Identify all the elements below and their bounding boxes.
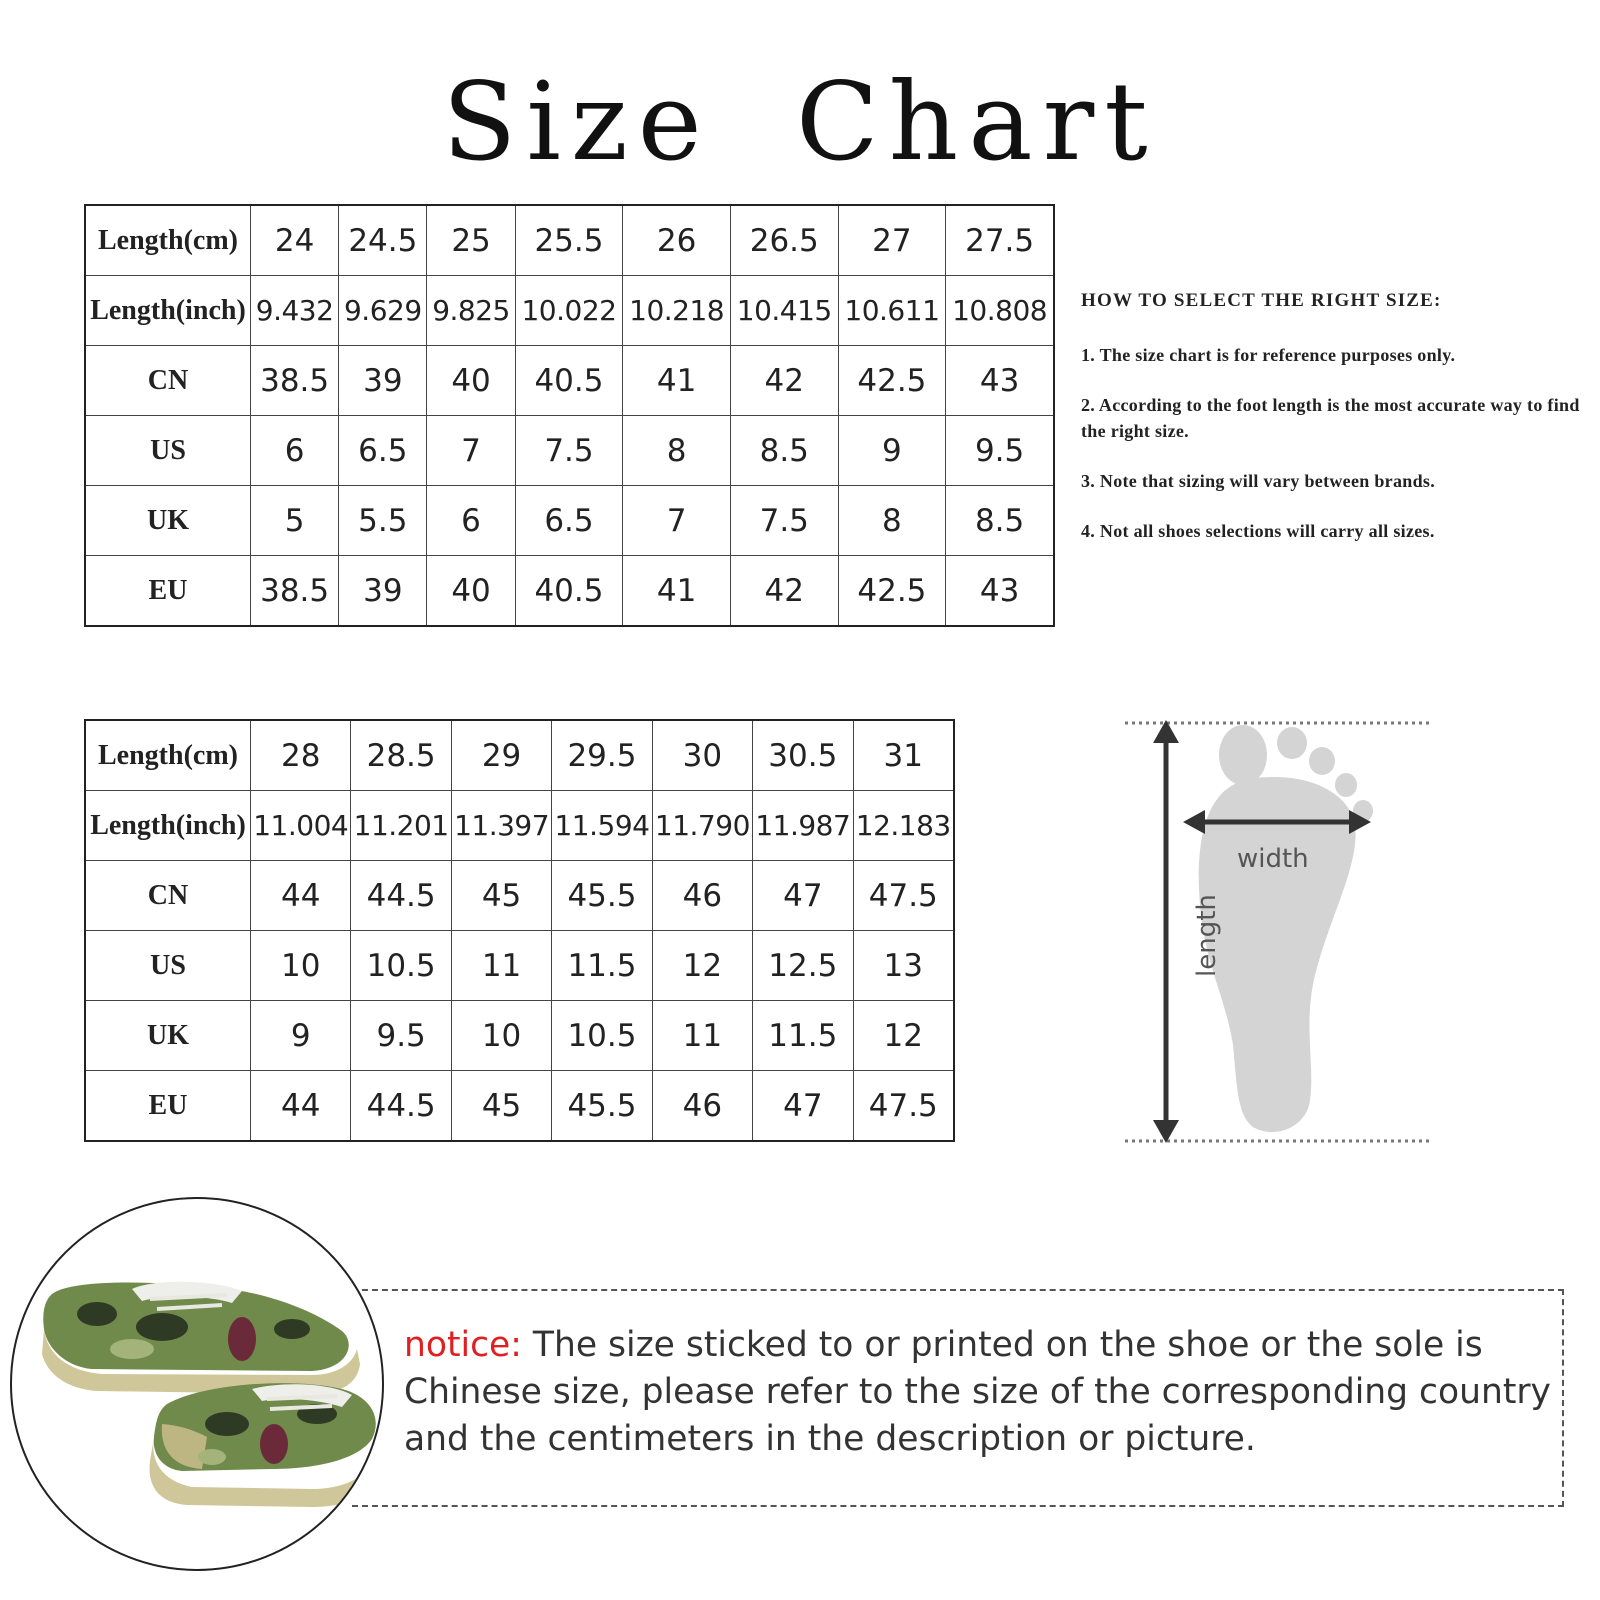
size-cell: 31: [853, 720, 954, 791]
size-cell: 45.5: [552, 1071, 652, 1142]
size-cell: 7.5: [730, 486, 838, 556]
size-cell: 40.5: [515, 346, 623, 416]
size-cell: 25.5: [515, 205, 623, 276]
size-cell: 38.5: [251, 556, 339, 627]
size-cell: 27: [838, 205, 946, 276]
size-cell: 7.5: [515, 416, 623, 486]
size-cell: 25: [427, 205, 515, 276]
row-header: CN: [85, 346, 251, 416]
footprint-icon: [1199, 725, 1373, 1132]
size-cell: 42.5: [838, 556, 946, 627]
size-cell: 10.415: [730, 276, 838, 346]
shoe-upper-left: [42, 1282, 360, 1394]
length-label: length: [1192, 894, 1222, 977]
size-row-uk: [85, 486, 1054, 556]
row-header: EU: [85, 556, 251, 627]
size-row-length-cm: [85, 720, 954, 791]
size-cell: 28: [251, 720, 351, 791]
size-cell: 10.218: [623, 276, 731, 346]
row-header: Length(inch): [85, 276, 251, 346]
size-cell: 46: [652, 861, 752, 931]
size-cell: 47: [753, 861, 853, 931]
row-header: Length(cm): [85, 720, 251, 791]
size-cell: 9.825: [427, 276, 515, 346]
size-cell: 44.5: [351, 861, 451, 931]
size-cell: 8: [623, 416, 731, 486]
width-label: width: [1237, 844, 1309, 874]
how-to-item-1: 1. The size chart is for reference purposes only.: [1081, 345, 1456, 365]
size-cell: 45.5: [552, 861, 652, 931]
size-row-length-inch: [85, 276, 1054, 346]
size-cell: 29.5: [552, 720, 652, 791]
size-cell: 43: [946, 556, 1054, 627]
size-cell: 11.004: [251, 791, 351, 861]
size-cell: 6.5: [515, 486, 623, 556]
size-cell: 42: [730, 346, 838, 416]
size-cell: 11.790: [652, 791, 752, 861]
size-cell: 40: [427, 556, 515, 627]
size-cell: 41: [623, 556, 731, 627]
size-cell: 10.5: [351, 931, 451, 1001]
size-cell: 7: [427, 416, 515, 486]
size-cell: 5.5: [339, 486, 427, 556]
size-cell: 13: [853, 931, 954, 1001]
page-title: Size Chart: [442, 60, 1158, 185]
shoe-lower-right: [149, 1383, 380, 1507]
size-cell: 26: [623, 205, 731, 276]
size-row-cn: [85, 861, 954, 931]
size-cell: 9: [838, 416, 946, 486]
camo-shoe-image: [12, 1199, 382, 1569]
row-header: UK: [85, 1001, 251, 1071]
notice-label: notice:: [404, 1325, 522, 1365]
size-cell: 11.987: [753, 791, 853, 861]
row-header: EU: [85, 1071, 251, 1142]
size-cell: 26.5: [730, 205, 838, 276]
size-cell: 10.5: [552, 1001, 652, 1071]
size-cell: 46: [652, 1071, 752, 1142]
size-cell: 30: [652, 720, 752, 791]
size-cell: 47: [753, 1071, 853, 1142]
size-cell: 42: [730, 556, 838, 627]
size-cell: 44.5: [351, 1071, 451, 1142]
how-to-item-3: 3. Note that sizing will vary between brands.: [1081, 471, 1435, 491]
size-cell: 24: [251, 205, 339, 276]
size-cell: 27.5: [946, 205, 1054, 276]
size-cell: 47.5: [853, 861, 954, 931]
size-cell: 30.5: [753, 720, 853, 791]
size-row-eu: [85, 1071, 954, 1142]
size-cell: 44: [251, 1071, 351, 1142]
size-cell: 11.5: [753, 1001, 853, 1071]
size-row-uk: [85, 1001, 954, 1071]
size-cell: 10.022: [515, 276, 623, 346]
size-cell: 8: [838, 486, 946, 556]
size-cell: 47.5: [853, 1071, 954, 1142]
size-cell: 42.5: [838, 346, 946, 416]
size-cell: 9.5: [946, 416, 1054, 486]
how-to-heading: HOW TO SELECT THE RIGHT SIZE:: [1081, 290, 1442, 311]
size-row-cn: [85, 346, 1054, 416]
how-to-item-2: 2. According to the foot length is the most accurate way to find the right size.: [1081, 395, 1580, 441]
row-header: Length(inch): [85, 791, 251, 861]
size-row-length-inch: [85, 791, 954, 861]
size-cell: 39: [339, 556, 427, 627]
size-cell: 9.432: [251, 276, 339, 346]
size-cell: 40: [427, 346, 515, 416]
size-cell: 11.201: [351, 791, 451, 861]
size-cell: 12.183: [853, 791, 954, 861]
size-table-1: [84, 204, 1055, 627]
row-header: US: [85, 931, 251, 1001]
size-cell: 8.5: [946, 486, 1054, 556]
size-cell: 24.5: [339, 205, 427, 276]
size-cell: 11.5: [552, 931, 652, 1001]
size-row-us: [85, 416, 1054, 486]
size-cell: 45: [451, 1071, 551, 1142]
size-cell: 7: [623, 486, 731, 556]
size-table-2: [84, 719, 955, 1142]
size-cell: 43: [946, 346, 1054, 416]
size-cell: 45: [451, 861, 551, 931]
size-cell: 41: [623, 346, 731, 416]
shoe-photo-circle: [10, 1197, 384, 1571]
size-cell: 6: [427, 486, 515, 556]
size-cell: 44: [251, 861, 351, 931]
size-cell: 9: [251, 1001, 351, 1071]
size-cell: 9.629: [339, 276, 427, 346]
size-cell: 29: [451, 720, 551, 791]
length-arrow-icon: [1153, 720, 1179, 1143]
how-to-item-4: 4. Not all shoes selections will carry all sizes.: [1081, 521, 1435, 541]
size-cell: 12: [652, 931, 752, 1001]
size-cell: 38.5: [251, 346, 339, 416]
size-cell: 11: [652, 1001, 752, 1071]
row-header: UK: [85, 486, 251, 556]
size-row-us: [85, 931, 954, 1001]
size-cell: 6.5: [339, 416, 427, 486]
size-cell: 11.397: [451, 791, 551, 861]
size-cell: 6: [251, 416, 339, 486]
size-cell: 12.5: [753, 931, 853, 1001]
size-row-eu: [85, 556, 1054, 627]
size-cell: 10.611: [838, 276, 946, 346]
size-cell: 8.5: [730, 416, 838, 486]
how-to-select-section: [1081, 290, 1586, 568]
row-header: CN: [85, 861, 251, 931]
notice-body: The size sticked to or printed on the shoe or the sole is Chinese size, please refer to the size of the corresponding country and the centimeters in the description or picture.: [404, 1325, 1551, 1459]
row-header: US: [85, 416, 251, 486]
size-cell: 9.5: [351, 1001, 451, 1071]
foot-measurement-diagram: [1125, 715, 1445, 1155]
size-cell: 10: [451, 1001, 551, 1071]
size-cell: 39: [339, 346, 427, 416]
size-cell: 11: [451, 931, 551, 1001]
notice-text: [404, 1322, 1554, 1463]
size-cell: 11.594: [552, 791, 652, 861]
size-row-length-cm: [85, 205, 1054, 276]
size-cell: 28.5: [351, 720, 451, 791]
size-cell: 10: [251, 931, 351, 1001]
size-cell: 10.808: [946, 276, 1054, 346]
size-cell: 12: [853, 1001, 954, 1071]
size-cell: 5: [251, 486, 339, 556]
row-header: Length(cm): [85, 205, 251, 276]
size-cell: 40.5: [515, 556, 623, 627]
